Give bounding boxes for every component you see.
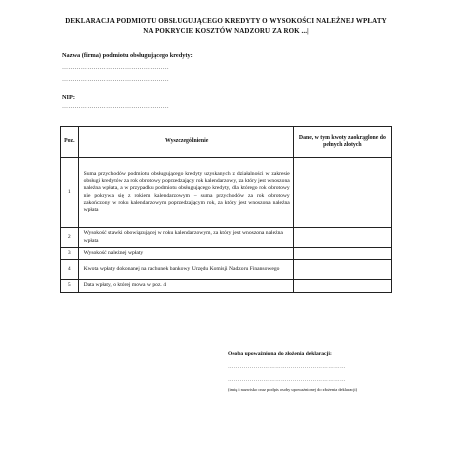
row-value-cell[interactable] — [293, 248, 391, 260]
row-description: Kwota wpłaty dokonanej na rachunek bankowy Urzędu Komisji Nadzoru Finansowego — [78, 260, 293, 280]
table-row — [61, 158, 392, 228]
declaration-table — [60, 126, 392, 293]
nip-field[interactable]: …………………………………………… — [62, 104, 170, 110]
row-description: Data wpłaty, o której mowa w poz. 4 — [78, 280, 293, 292]
row-number: 5 — [61, 280, 79, 292]
company-name-field-line-1[interactable]: …………………………………………… — [62, 65, 170, 71]
row-description: Suma przychodów podmiotu obsługującego kredyty uzyskanych z działalności w zakresie obsługi kredytów za rok obrotowy poprzedzający rok kalendarzowy, za który jest wnoszona należna wpłata, a w przypadku podmiotu obsługującego kredyty, dla którego rok obrotowy nie pokrywa się z rokiem kalendarzowym – suma przychodów za rok obrotowy zakończony w roku kalendarzowym poprzedzającym rok, za który jest wnoszona należna wpłata — [78, 158, 293, 228]
authorized-person-field-line-1[interactable]: …………………………………………………… — [228, 364, 346, 370]
signature-caption: (imię i nazwisko oraz podpis osoby upoważnionej do złożenia deklaracji) — [228, 387, 358, 392]
company-name-field-line-2[interactable]: …………………………………………… — [62, 77, 170, 83]
document-title — [40, 16, 412, 36]
row-number: 1 — [61, 158, 79, 228]
table-header-row — [61, 127, 392, 158]
table-row — [61, 228, 392, 248]
table-row — [61, 260, 392, 280]
row-number: 4 — [61, 260, 79, 280]
header-description: Wyszczególnienie — [78, 127, 293, 158]
authorized-person-label: Osoba upoważniona do złożenia deklaracji: — [228, 351, 332, 357]
table-row — [61, 248, 392, 260]
row-value-cell[interactable] — [293, 158, 391, 228]
nip-label: NIP: — [62, 94, 75, 101]
header-poz: Poz. — [61, 127, 79, 158]
row-description: Wysokość stawki obowiązującej w roku kalendarzowym, za który jest wnoszona należna wpłata — [78, 228, 293, 248]
row-value-cell[interactable] — [293, 228, 391, 248]
title-line-2: NA POKRYCIE KOSZTÓW NADZORU ZA ROK ...| — [143, 27, 309, 35]
row-description: Wysokość należnej wpłaty — [78, 248, 293, 260]
row-number: 3 — [61, 248, 79, 260]
header-value: Dane, w tym kwoty zaokrąglone do pełnych złotych — [293, 127, 391, 158]
row-value-cell[interactable] — [293, 280, 391, 292]
table-row — [61, 280, 392, 292]
row-number: 2 — [61, 228, 79, 248]
company-name-label: Nazwa (firma) podmiotu obsługującego kredyty: — [62, 52, 193, 59]
title-line-1: DEKLARACJA PODMIOTU OBSŁUGUJĄCEGO KREDYTY O WYSOKOŚCI NALEŻNEJ WPŁATY — [65, 17, 387, 25]
row-value-cell[interactable] — [293, 260, 391, 280]
authorized-person-field-line-2[interactable]: …………………………………………………… — [228, 377, 346, 383]
